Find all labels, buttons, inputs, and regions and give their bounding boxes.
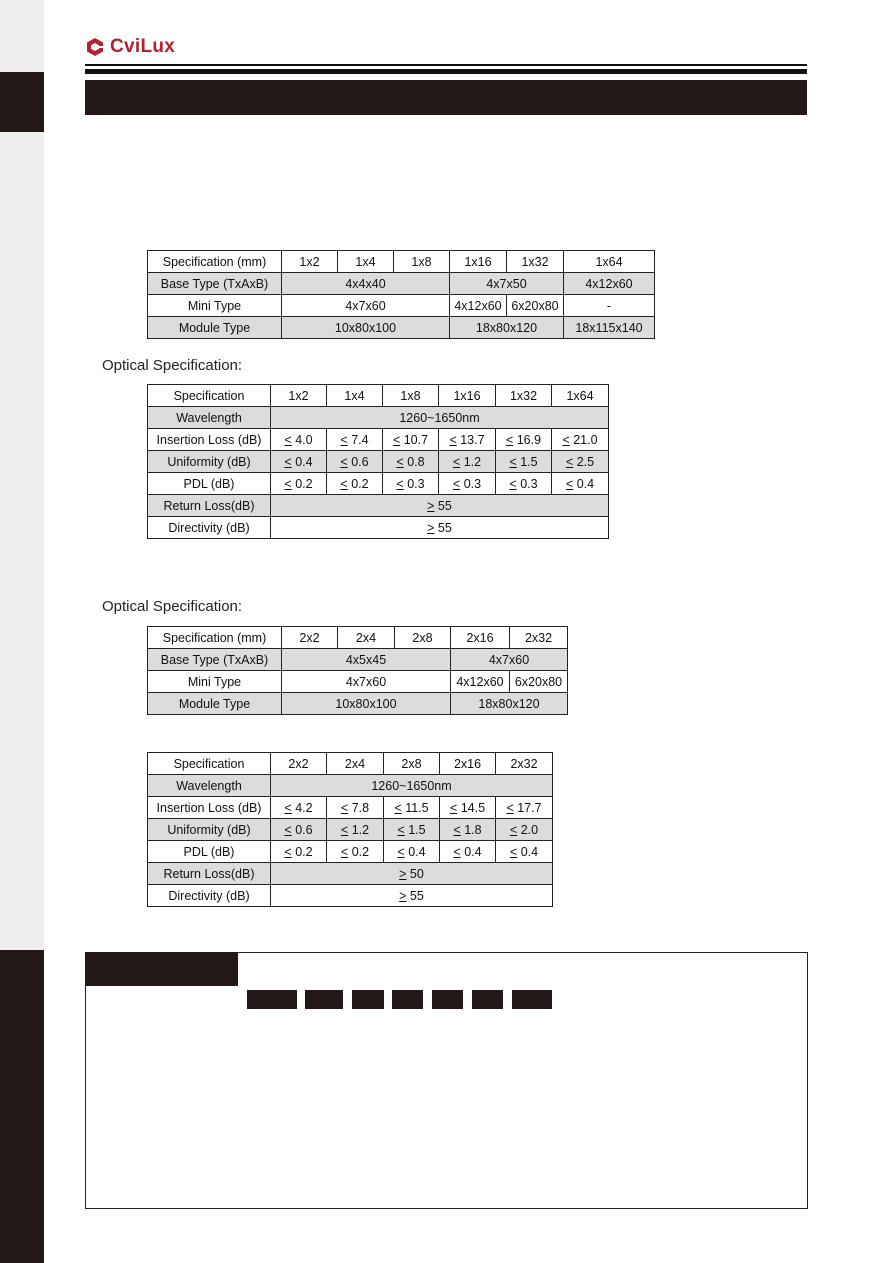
part-number-block: [472, 990, 503, 1009]
table-cell: 4x12x60: [451, 671, 510, 693]
part-number-block: [247, 990, 297, 1009]
table-cell: 4x7x60: [451, 649, 568, 671]
table-cell: < 17.7: [496, 797, 553, 819]
header-cell: Specification: [148, 385, 271, 407]
header-cell: 1x64: [564, 251, 655, 273]
ordering-info-tab: [85, 952, 238, 986]
table-header-row: [148, 251, 655, 273]
caption-optical-spec-1: Optical Specification:: [102, 357, 243, 374]
row-label: PDL (dB): [148, 841, 271, 863]
table-row: [148, 775, 553, 797]
header-cell: 1x8: [383, 385, 439, 407]
row-label: Insertion Loss (dB): [148, 797, 271, 819]
table-cell: < 0.2: [271, 841, 327, 863]
row-label: Mini Type: [148, 295, 282, 317]
table-row: [148, 451, 609, 473]
table-cell: < 0.2: [327, 841, 384, 863]
table-cell: 18x80x120: [451, 693, 568, 715]
header-cell: 1x32: [507, 251, 564, 273]
table-row: [148, 295, 655, 317]
table-header-row: [148, 385, 609, 407]
table-cell: < 7.8: [327, 797, 384, 819]
table-cell: 4x4x40: [282, 273, 450, 295]
part-number-block: [432, 990, 463, 1009]
table-cell: < 0.4: [384, 841, 440, 863]
header-cell: 2x4: [327, 753, 384, 775]
table-cell: 18x115x140: [564, 317, 655, 339]
table-row: [148, 819, 553, 841]
table-cell: 4x5x45: [282, 649, 451, 671]
table-cell: 6x20x80: [507, 295, 564, 317]
table-cell: < 10.7: [383, 429, 439, 451]
table-cell: < 1.2: [439, 451, 496, 473]
table-cell: 4x7x60: [282, 295, 450, 317]
caption-optical-spec-2: Optical Specification:: [102, 598, 243, 615]
part-number-block: [305, 990, 343, 1009]
header-cell: 2x16: [451, 627, 510, 649]
table-1xn-dimensions: [147, 250, 655, 339]
header-cell: 1x64: [552, 385, 609, 407]
brand-name: CviLux: [110, 36, 176, 57]
table-cell: > 50: [271, 863, 553, 885]
header-rule-thick: [85, 69, 807, 74]
table-cell: < 1.8: [440, 819, 496, 841]
table-cell: 4x7x60: [282, 671, 451, 693]
header-cell: Specification (mm): [148, 627, 282, 649]
header-cell: 1x2: [271, 385, 327, 407]
table-cell: < 13.7: [439, 429, 496, 451]
section-title-bar: [85, 80, 807, 115]
table-header-row: [148, 627, 568, 649]
table-cell: < 0.6: [327, 451, 383, 473]
table-row: [148, 649, 568, 671]
table-row: [148, 693, 568, 715]
table-cell: < 1.5: [384, 819, 440, 841]
row-label: Wavelength: [148, 407, 271, 429]
table-row: [148, 317, 655, 339]
side-tab-top: [0, 72, 44, 132]
table-cell: < 1.2: [327, 819, 384, 841]
table-row: [148, 429, 609, 451]
header-cell: 1x16: [439, 385, 496, 407]
table-cell: < 0.4: [552, 473, 609, 495]
table-row: [148, 273, 655, 295]
table-cell: < 14.5: [440, 797, 496, 819]
table-cell: < 0.3: [439, 473, 496, 495]
table-cell: -: [564, 295, 655, 317]
table-cell: < 11.5: [384, 797, 440, 819]
row-label: Base Type (TxAxB): [148, 649, 282, 671]
table-row: [148, 473, 609, 495]
header-cell: 2x16: [440, 753, 496, 775]
header-cell: 1x16: [450, 251, 507, 273]
side-tab-bottom: [0, 950, 44, 1263]
table-cell: < 21.0: [552, 429, 609, 451]
table-cell: < 0.3: [383, 473, 439, 495]
table-row: [148, 885, 553, 907]
row-label: Base Type (TxAxB): [148, 273, 282, 295]
row-label: Directivity (dB): [148, 885, 271, 907]
table-cell: 4x12x60: [564, 273, 655, 295]
table-cell: < 2.0: [496, 819, 553, 841]
row-label: Return Loss(dB): [148, 495, 271, 517]
row-label: Module Type: [148, 693, 282, 715]
table-cell: < 0.3: [496, 473, 552, 495]
table-header-row: [148, 753, 553, 775]
table-cell: 4x7x50: [450, 273, 564, 295]
table-cell: < 0.4: [496, 841, 553, 863]
table-cell: < 0.2: [327, 473, 383, 495]
table-cell: 1260~1650nm: [271, 407, 609, 429]
header-cell: 2x2: [282, 627, 338, 649]
table-cell: > 55: [271, 495, 609, 517]
table-cell: < 2.5: [552, 451, 609, 473]
table-cell: < 0.4: [440, 841, 496, 863]
table-row: [148, 841, 553, 863]
header-cell: Specification (mm): [148, 251, 282, 273]
table-cell: < 4.0: [271, 429, 327, 451]
part-number-block: [352, 990, 384, 1009]
row-label: Insertion Loss (dB): [148, 429, 271, 451]
table-row: [148, 517, 609, 539]
row-label: Module Type: [148, 317, 282, 339]
header-cell: 1x4: [327, 385, 383, 407]
header-cell: 1x32: [496, 385, 552, 407]
header-cell: 2x32: [510, 627, 568, 649]
row-label: Directivity (dB): [148, 517, 271, 539]
table-2xn-dimensions: [147, 626, 568, 715]
row-label: Wavelength: [148, 775, 271, 797]
table-cell: < 0.6: [271, 819, 327, 841]
table-row: [148, 495, 609, 517]
table-cell: < 0.8: [383, 451, 439, 473]
part-number-block: [512, 990, 552, 1009]
table-cell: < 16.9: [496, 429, 552, 451]
header-cell: 2x8: [384, 753, 440, 775]
header-cell: 2x4: [338, 627, 395, 649]
logo-icon: [85, 37, 105, 57]
brand-logo: [85, 36, 175, 58]
table-row: [148, 407, 609, 429]
table-cell: < 0.2: [271, 473, 327, 495]
row-label: Uniformity (dB): [148, 819, 271, 841]
header-cell: 2x32: [496, 753, 553, 775]
row-label: Mini Type: [148, 671, 282, 693]
row-label: Return Loss(dB): [148, 863, 271, 885]
table-cell: 6x20x80: [510, 671, 568, 693]
header-cell: Specification: [148, 753, 271, 775]
table-cell: > 55: [271, 517, 609, 539]
table-cell: < 7.4: [327, 429, 383, 451]
header-cell: 2x2: [271, 753, 327, 775]
header-cell: 1x8: [394, 251, 450, 273]
table-cell: > 55: [271, 885, 553, 907]
table-1xn-optical: [147, 384, 609, 539]
header-cell: 1x4: [338, 251, 394, 273]
table-cell: 18x80x120: [450, 317, 564, 339]
table-row: [148, 671, 568, 693]
table-cell: 10x80x100: [282, 317, 450, 339]
row-label: Uniformity (dB): [148, 451, 271, 473]
table-2xn-optical: [147, 752, 553, 907]
table-row: [148, 797, 553, 819]
header-cell: 1x2: [282, 251, 338, 273]
table-cell: 10x80x100: [282, 693, 451, 715]
table-cell: 4x12x60: [450, 295, 507, 317]
table-cell: < 1.5: [496, 451, 552, 473]
table-row: [148, 863, 553, 885]
part-number-block: [392, 990, 423, 1009]
table-cell: 1260~1650nm: [271, 775, 553, 797]
header-cell: 2x8: [395, 627, 451, 649]
header-rule-thin: [85, 64, 807, 66]
row-label: PDL (dB): [148, 473, 271, 495]
table-cell: < 0.4: [271, 451, 327, 473]
table-cell: < 4.2: [271, 797, 327, 819]
